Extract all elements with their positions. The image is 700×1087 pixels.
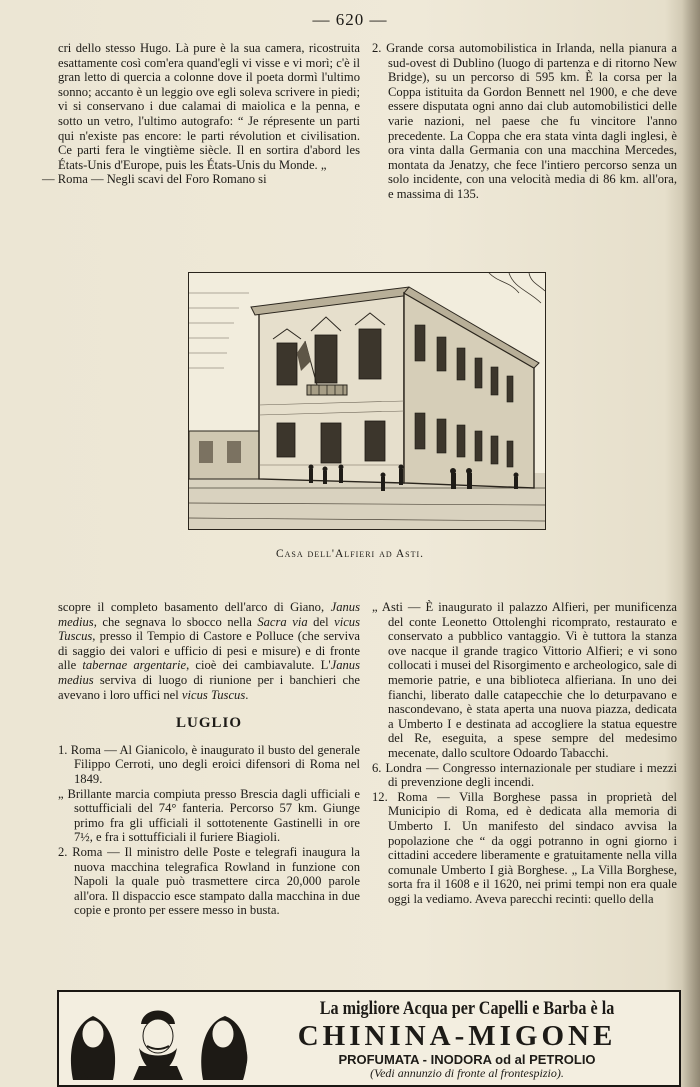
paragraph-hugo: cri dello stesso Hugo. Là pure è la sua camera, ricostruita esattamente così com'era quand'egli vi visse e vi morì; c'è il gran letto di quercia a colonne dove il poeta dormì l'ultimo sonno; accanto è un leggio ove egli soleva scrivere in piedi; vi si conservano i due calamai di maiolica e la penna, e sotto un vetro, l'ultimo autografo: “ Je répresente un parti qui n'existe pas encore: le parti révolution et civilisation. Ce parti fera le vingtième siècle. Il en sortira d'abord les États-Unis d'Europe, puis les États-Unis du Monde. „ xyxy=(58,41,360,172)
text-run: . xyxy=(245,687,249,702)
text-run: del xyxy=(307,614,335,629)
building-engraving xyxy=(189,273,545,529)
entry-londra-congresso: 6. Londra — Congresso internazionale per studiare i mezzi di prevenzione degli incendi. xyxy=(372,760,677,790)
column-top-left xyxy=(42,41,360,187)
entry-gianicolo: 1. Roma — Al Gianicolo, è inaugurato il busto del generale Filippo Cerroti, uno degli eroici difensori di Roma nel 1849. xyxy=(58,742,360,786)
paragraph-roma-scavi: — Roma — Negli scavi del Foro Romano si xyxy=(42,172,267,187)
column-top-right xyxy=(372,41,677,202)
page-number: — 620 — xyxy=(312,10,388,29)
advertisement-chinina-migone xyxy=(57,990,681,1087)
ad-reference-note: (Vedi annunzio di fronte al frontespizio). xyxy=(370,1066,564,1080)
entry-telegrafo-rowland: 2. Roma — Il ministro delle Poste e telegrafi inaugura la nuova macchina telegrafica Rowland in funzione con Napoli la quale può trasmettere circa 20,000 parole all'ora. Il dispaccio esce stampato dalla macchina in due copie e pronto per essere messo in busta. xyxy=(58,844,360,918)
text-run-italic: vicus Tuscus xyxy=(58,614,360,644)
paragraph-janus-medius xyxy=(58,600,360,702)
column-bottom-right xyxy=(372,600,677,906)
text-run: serviva di luogo di riunione per i banchieri che avevano i loro uffici nel xyxy=(58,672,360,702)
text-run: , che segnava lo sbocco nella xyxy=(93,614,258,629)
text-run: , presso il Tempio di Castore e Polluce (che serviva di saggio dei valori e ufficio di pesi e misure) e di fronte alle xyxy=(58,629,360,673)
text-run-italic: Sacra via xyxy=(257,614,308,629)
text-run-italic: vicus Tuscus xyxy=(181,687,246,702)
ad-tagline: La migliore Acqua per Capelli e Barba è la xyxy=(319,998,615,1019)
entry-corsa-irlanda: 2. Grande corsa automobilistica in Irlanda, nella pianura a sud-ovest di Dublino (luogo di partenza e di ritorno New Bridge), su un percorso di 595 km. È la corsa per la Coppa istituita da Gordon Bennett nel 1900, e che deve essere disputata ogni anno dai club automobilistici delle varie nazioni, nel paese che fu vincitore l'anno precedente. La Coppa che era stata vinta dagli inglesi, è ora vinta dalla Germania con una macchina Mercedes, montata da Jenatzy, che fece l'intiero percorso senza un solo incidente, con una velocità media di 86 km. all'ora, e massima di 135. xyxy=(372,41,677,201)
entry-marcia-brescia: „ Brillante marcia compiuta presso Brescia dagli ufficiali e sottufficiali del 74° fanteria. Percorso 57 km. Giunge primo fra gli ufficiali il sottotenente Gastinelli in ore 7½, e fra i sottufficiali il furiere Biagioli. xyxy=(58,786,360,845)
ad-portraits-illustration xyxy=(63,996,253,1080)
text-run-italic: tabernae argentarie xyxy=(82,658,187,673)
text-run-italic: Janus medius xyxy=(58,600,360,629)
text-run: scopre il completo basamento dell'arco di Giano, xyxy=(58,600,331,614)
text-run: , cioè dei cambiavalute. L' xyxy=(186,658,331,673)
column-bottom-left xyxy=(58,600,360,918)
ad-variants: PROFUMATA - INODORA od al PETROLIO xyxy=(338,1052,596,1067)
entry-palazzo-alfieri: „ Asti — È inaugurato il palazzo Alfieri, per munificenza del conte Leonetto Ottolenghi ricomprato, restaurato e conservato a pubblico vantaggio. Vi è tuttora la stanza ove nacque il grande tragico Vittorio Alfieri; e vi sono collocati i musei del Risorgimento e archeologico, sale di memorie patrie, e una biblioteca alfieriana. In uno dei fianchi, liberato dalle catapecchie che lo deturpavano e nascondevano, è stata aperta una nuova piazza, dedicata a Umberto I e destinata ad accogliere la statua equestre del Re, eseguita, a spese sempre del medesimo mecenate, dallo scultore Odoardo Tabacchi. xyxy=(372,600,677,760)
text-run-italic: Janus medius xyxy=(58,658,360,687)
ad-brand-name: CHININA-MIGONE xyxy=(297,1020,617,1052)
entry-villa-borghese: 12. Roma — Villa Borghese passa in proprietà del Municipio di Roma, ed è dedicata alla memoria di Umberto I. Un manifesto del sindaco avvisa la popolazione che “ da oggi potranno in ogni giorno i cittadini accedere liberamente e gratuitamente nella villa comunale Umberto I già Borghese. „ La Villa Borghese, sorta fra il 1608 e il 1620, nei primi tempi non era quale oggi la vediamo. Aveva parecchi recinti: quello della xyxy=(372,789,677,906)
illustration-casa-alfieri xyxy=(188,272,546,530)
figure-caption: Casa dell'Alfieri ad Asti. xyxy=(275,548,425,560)
section-heading-luglio: LUGLIO xyxy=(175,715,242,732)
page-edge-shadow xyxy=(682,0,700,1087)
